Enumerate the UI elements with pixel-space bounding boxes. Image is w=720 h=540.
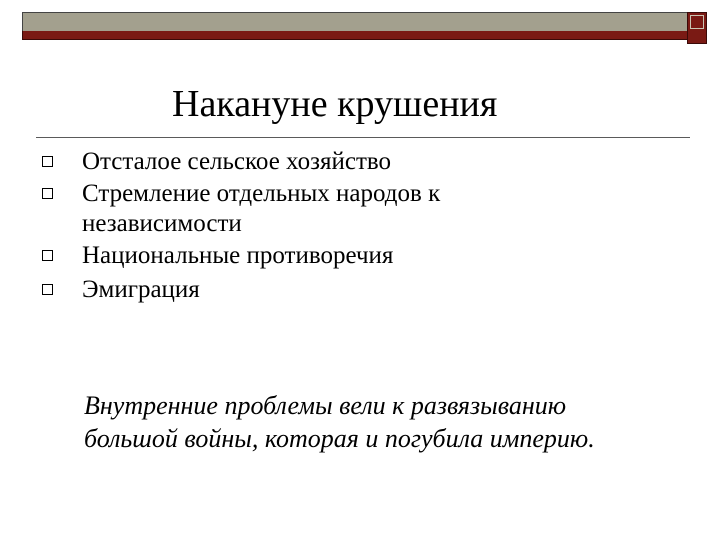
slide-title: Накануне крушения: [172, 83, 498, 125]
top-decor-band: [22, 12, 694, 32]
hollow-square-icon: [42, 156, 53, 167]
conclusion-text: [84, 389, 694, 455]
hollow-square-icon: [42, 250, 53, 261]
bullet-text-line2: независимости: [82, 210, 242, 237]
list-item: [38, 179, 678, 239]
list-item: [38, 239, 678, 273]
conclusion-line1: Внутренние проблемы вели к развязыванию: [84, 391, 567, 420]
title-divider: [36, 137, 690, 138]
corner-decor-square: [687, 12, 707, 44]
bullet-text: Отсталое сельское хозяйство: [82, 148, 392, 175]
hollow-square-icon: [42, 284, 53, 295]
top-decor-red-stripe: [22, 31, 694, 40]
bullet-list: [38, 145, 678, 307]
bullet-text-line1: Стремление отдельных народов к: [82, 180, 441, 207]
list-item: [38, 273, 678, 307]
list-item: [38, 145, 678, 179]
bullet-text: Национальные противоречия: [82, 242, 394, 269]
hollow-square-icon: [42, 188, 53, 199]
bullet-text: Эмиграция: [82, 276, 200, 303]
conclusion-line2: большой войны, которая и погубила империю.: [84, 424, 595, 453]
